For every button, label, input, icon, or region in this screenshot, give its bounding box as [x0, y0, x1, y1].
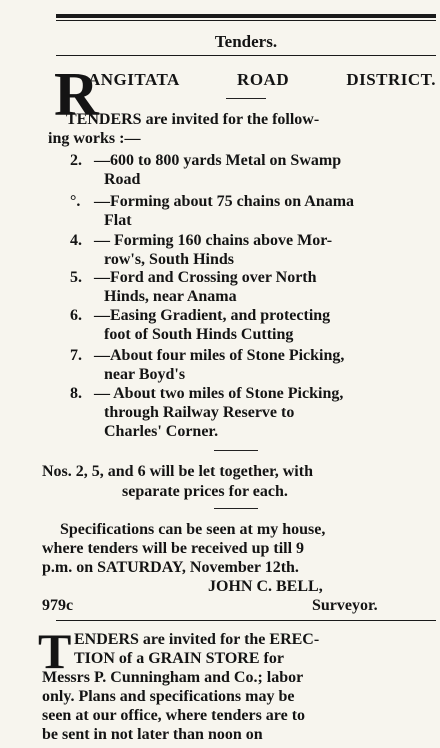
- list-item: °. —Forming about 75 chains on Anama: [70, 193, 355, 210]
- spec-line: Specifications can be seen at my house,: [60, 521, 326, 538]
- section-rule: [56, 55, 436, 56]
- list-item-cont: Hinds, near Anama: [104, 288, 237, 305]
- top-rule: [56, 14, 436, 18]
- ad-reference: 979c: [42, 597, 74, 614]
- list-item: 5. —Ford and Crossing over North: [70, 269, 317, 286]
- list-item: 6. —Easing Gradient, and protecting: [70, 307, 331, 324]
- ad-separator: [56, 620, 436, 621]
- list-item-cont: Flat: [104, 212, 132, 229]
- list-item-cont: near Boyd's: [104, 366, 186, 383]
- list-item-cont: through Railway Reserve to: [104, 404, 295, 421]
- spec-line: p.m. on SATURDAY, November 12th.: [42, 559, 299, 576]
- section-title: Tenders.: [214, 32, 278, 51]
- dropcap-r: R: [54, 61, 99, 129]
- list-item: 7. —About four miles of Stone Picking,: [70, 347, 345, 364]
- ad2-line: ENDERS are invited for the EREC-: [74, 631, 320, 648]
- list-item: 2. —600 to 800 yards Metal on Swamp: [70, 152, 342, 169]
- list-item-cont: Charles' Corner.: [104, 423, 219, 440]
- signer-name: JOHN C. BELL,: [208, 578, 323, 595]
- heading-word: ANGITATA: [88, 70, 180, 89]
- note-line: separate prices for each.: [122, 483, 288, 500]
- heading-word: DISTRICT.: [346, 70, 436, 89]
- intro-line: ing works :—: [48, 130, 141, 147]
- list-item: 8. — About two miles of Stone Picking,: [70, 385, 344, 402]
- note-line: Nos. 2, 5, and 6 will be let together, with: [42, 463, 313, 480]
- list-item: 4. — Forming 160 chains above Mor-: [70, 232, 333, 249]
- signer-title: Surveyor.: [312, 597, 378, 614]
- divider: [214, 450, 258, 451]
- spec-line: where tenders will be received up till 9: [42, 540, 305, 557]
- ad2-line: Messrs P. Cunningham and Co.; labor: [42, 669, 304, 686]
- ad2-line: seen at our office, where tenders are to: [42, 707, 306, 724]
- ad2-line: only. Plans and specifications may be: [42, 688, 295, 705]
- ad-heading: [88, 70, 436, 90]
- ad2-line: be sent in not later than noon on: [42, 726, 263, 743]
- top-rule-thin: [56, 20, 436, 21]
- list-item-cont: Road: [104, 171, 141, 188]
- ad2-line: TION of a GRAIN STORE for: [74, 650, 284, 667]
- dropcap-t: T: [38, 623, 72, 679]
- intro-line: TENDERS are invited for the follow-: [66, 111, 320, 128]
- heading-rule: [226, 98, 266, 99]
- divider: [214, 508, 258, 509]
- heading-word: ROAD: [237, 70, 290, 89]
- list-item-cont: foot of South Hinds Cutting: [104, 326, 294, 343]
- list-item-cont: row's, South Hinds: [104, 251, 234, 268]
